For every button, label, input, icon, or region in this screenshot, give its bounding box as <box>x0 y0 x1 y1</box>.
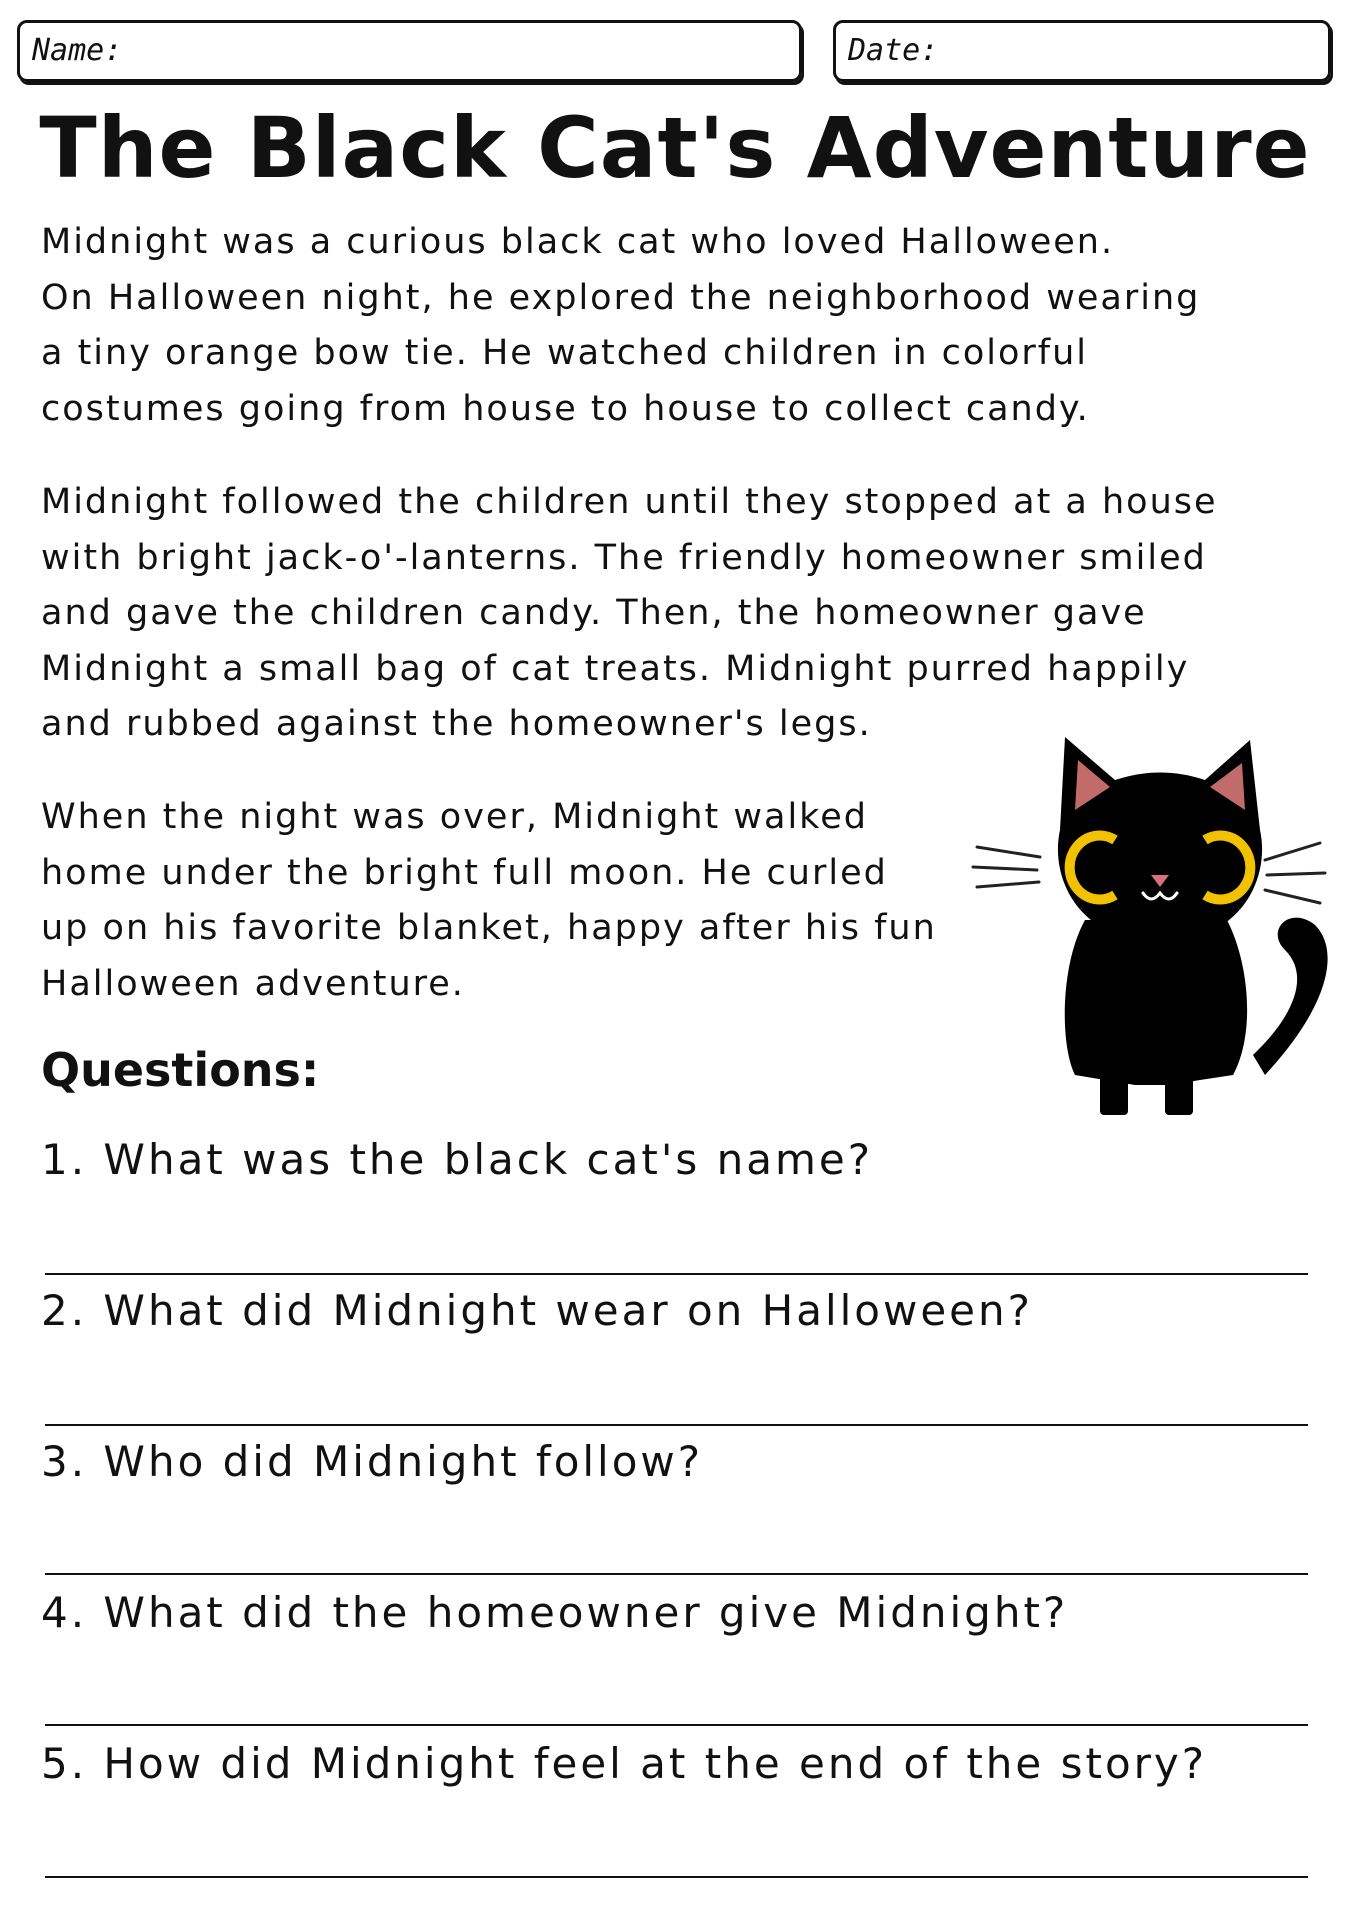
story-line: and gave the children candy. Then, the homeowner gave <box>41 593 1147 633</box>
cat-leg-left <box>1100 1065 1128 1115</box>
story-paragraph-1 <box>41 215 1200 437</box>
worksheet-title: The Black Cat's Adventure <box>39 99 1311 197</box>
story-line: When the night was over, Midnight walked <box>41 797 868 837</box>
date-label: Date: <box>848 33 939 68</box>
name-field[interactable] <box>17 20 802 82</box>
cat-body <box>1065 920 1247 1085</box>
question-5: 5. How did Midnight feel at the end of the story? <box>41 1739 1208 1788</box>
answer-line-5[interactable] <box>45 1876 1308 1878</box>
questions-heading: Questions: <box>41 1043 320 1097</box>
story-line: Midnight a small bag of cat treats. Midnight purred happily <box>41 648 1190 689</box>
story-line: home under the bright full moon. He curled <box>41 852 888 893</box>
question-1: 1. What was the black cat's name? <box>41 1135 874 1184</box>
story-paragraph-2 <box>41 475 1218 753</box>
answer-line-4[interactable] <box>45 1724 1308 1726</box>
date-field[interactable] <box>833 20 1331 82</box>
story-line: and rubbed against the homeowner's legs. <box>41 704 872 744</box>
story-line: with bright jack-o'-lanterns. The friendly homeowner smiled <box>41 537 1207 578</box>
question-4: 4. What did the homeowner give Midnight? <box>41 1588 1069 1637</box>
answer-line-1[interactable] <box>45 1273 1308 1275</box>
story-line: costumes going from house to house to collect candy. <box>41 388 1090 429</box>
story-line: a tiny orange bow tie. He watched children in colorful <box>41 333 1089 373</box>
question-2: 2. What did Midnight wear on Halloween? <box>41 1286 1033 1335</box>
story-line: Halloween adventure. <box>41 963 465 1004</box>
question-3: 3. Who did Midnight follow? <box>41 1437 704 1486</box>
cat-tail <box>1253 918 1328 1075</box>
cat-leg-right <box>1165 1065 1193 1115</box>
black-cat-icon <box>965 725 1335 1125</box>
story-line: Midnight followed the children until they stopped at a house <box>41 482 1218 522</box>
answer-line-3[interactable] <box>45 1573 1308 1575</box>
story-line: Midnight was a curious black cat who loved Halloween. <box>41 222 1115 262</box>
story-paragraph-3 <box>41 790 937 1012</box>
story-line: up on his favorite blanket, happy after his fun <box>41 908 937 948</box>
answer-line-2[interactable] <box>45 1424 1308 1426</box>
story-line: On Halloween night, he explored the neighborhood wearing <box>41 277 1201 318</box>
name-label: Name: <box>32 33 123 68</box>
